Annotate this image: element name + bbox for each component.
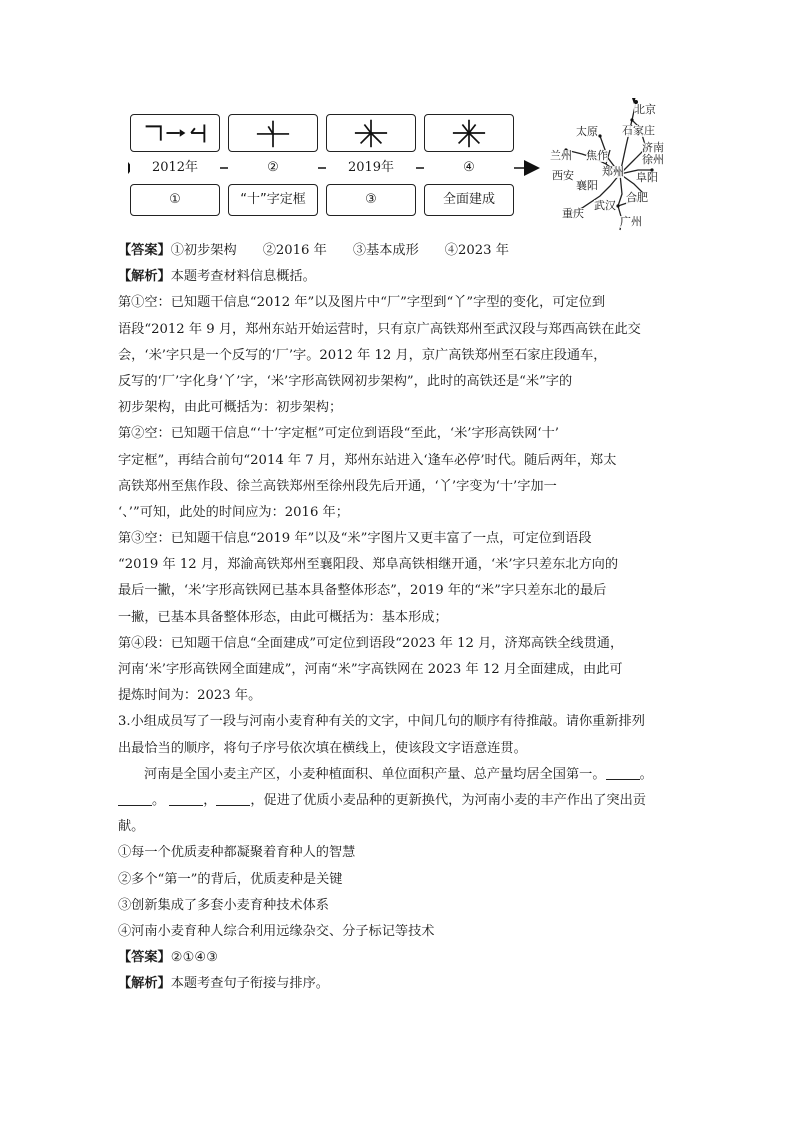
paragraph-text: 河南是全国小麦主产区，小麦种植面积、单位面积产量、总产量均居全国第一。 bbox=[144, 766, 606, 782]
option-item: ③创新集成了多套小麦育种技术体系 bbox=[118, 897, 329, 913]
answer-line-1 bbox=[118, 238, 690, 264]
analysis-line: 第④段：已知题干信息“全面建成”可定位到语段“2023 年 12 月，济郑高铁全线贯通， bbox=[118, 635, 624, 651]
city-beijing: 北京 bbox=[634, 103, 656, 116]
analysis-line: 初步架构，由此可概括为：初步架构； bbox=[118, 400, 343, 416]
shape-box-mi-partial bbox=[326, 114, 416, 152]
city-zhengzhou: 郑州 bbox=[602, 165, 624, 178]
city-fuyang: 阜阳 bbox=[636, 171, 658, 184]
stage-box-4: 全面建成 bbox=[424, 184, 514, 216]
city-jiaozuo: 焦作 bbox=[586, 149, 608, 162]
option-item: ①每一个优质麦种都凝聚着育种人的智慧 bbox=[118, 845, 356, 861]
answer-blank[interactable] bbox=[169, 791, 203, 806]
analysis-line: 提炼时间为：2023 年。 bbox=[118, 688, 262, 704]
answer-blank[interactable] bbox=[216, 791, 250, 806]
stage-box-3: ③ bbox=[326, 184, 416, 216]
question-stem-line: 出最恰当的顺序，将句子序号依次填在横线上，使该段文字语意连贯。 bbox=[118, 740, 527, 756]
reversed-chang-shape-icon bbox=[131, 115, 219, 151]
answer-label: 【答案】 bbox=[118, 950, 171, 966]
analysis-line: 第③空：已知题干信息“2019 年”以及“米”字图片又更丰富了一点，可定位到语段 bbox=[118, 531, 592, 547]
answer-blank[interactable] bbox=[118, 791, 152, 806]
analysis-line: 反写的‘厂’字化身‘丫’字，‘米’字形高铁网初步架构”，此时的高铁还是“米”字的 bbox=[118, 373, 573, 389]
option-item: ②多个“第一”的背后，优质麦种是关键 bbox=[118, 871, 343, 887]
shape-box-mi-full bbox=[424, 114, 514, 152]
answer-item-2: ②2016 年 bbox=[262, 243, 327, 258]
paragraph-text: ，促进了优质小麦品种的更新换代，为河南小麦的丰产作出了突出贡 bbox=[250, 792, 646, 808]
analysis-line: 第②空：已知题干信息“‘十’字定框”可定位到语段“至此，‘米’字形高铁网‘十’ bbox=[118, 426, 559, 442]
mi-partial-shape-icon bbox=[327, 115, 415, 151]
answer-blank[interactable] bbox=[606, 765, 640, 780]
analysis-line: ‘、’”可知，此处的时间应为：2016 年； bbox=[118, 504, 349, 520]
stage-box-1: ① bbox=[130, 184, 220, 216]
option-item: ④河南小麦育种人综合利用远缘杂交、分子标记等技术 bbox=[118, 923, 435, 939]
timeline-label-4: ④ bbox=[424, 160, 514, 176]
shape-box-shi-cross bbox=[228, 114, 318, 152]
question-paragraph-line-1: 河南是全国小麦主产区，小麦种植面积、单位面积产量、总产量均居全国第一。 。 bbox=[144, 766, 653, 782]
city-xian: 西安 bbox=[552, 169, 574, 182]
analysis-line: 第①空：已知题干信息“2012 年”以及图片中“厂”字型到“丫”字型的变化，可定位到 bbox=[118, 295, 606, 311]
shi-cross-shape-icon bbox=[229, 115, 317, 151]
analysis-line: 河南‘米’字形高铁网全面建成”，河南“米”字高铁网在 2023 年 12 月全面建成，由此可 bbox=[118, 662, 623, 677]
railway-map bbox=[548, 98, 676, 232]
city-xiangyang: 襄阳 bbox=[576, 179, 598, 192]
shape-box-reversed-chang bbox=[130, 114, 220, 152]
question-paragraph-line-3: 献。 bbox=[118, 819, 145, 835]
city-shijiazhuang: 石家庄 bbox=[622, 124, 655, 137]
answer-line-2 bbox=[118, 945, 690, 971]
timeline-label-2: ② bbox=[228, 160, 318, 176]
analysis-text: 本题考查句子衔接与排序。 bbox=[170, 976, 329, 992]
city-hefei: 合肥 bbox=[626, 191, 648, 204]
analysis-line: 最后一撇，‘米’字形高铁网已基本具备整体形态”，2019 年的“米”字只差东北的最后 bbox=[118, 583, 607, 599]
timeline-label-3: 2019年 bbox=[326, 160, 416, 176]
analysis-line: “2019 年 12 月，郑渝高铁郑州至襄阳段、郑阜高铁相继开通，‘米’字只差东北方向的 bbox=[118, 557, 619, 573]
analysis-line: 语段“2012 年 9 月，郑州东站开始运营时，只有京广高铁郑州至武汉段与郑西高铁在此交 bbox=[118, 321, 641, 337]
mi-full-shape-icon bbox=[425, 115, 513, 151]
analysis-line-2 bbox=[118, 971, 690, 997]
answer-text-block bbox=[118, 238, 690, 997]
answer-label: 【答案】 bbox=[118, 243, 171, 258]
railway-evolution-diagram bbox=[128, 112, 540, 218]
stage-box-2: “十”字定框 bbox=[228, 184, 318, 216]
city-chongqing: 重庆 bbox=[562, 207, 584, 220]
timeline-label-1: 2012年 bbox=[130, 160, 220, 176]
answer-item-3: ③基本成形 bbox=[352, 243, 419, 258]
analysis-label: 【解析】 bbox=[118, 976, 171, 992]
city-guangzhou: 广州 bbox=[620, 215, 642, 228]
city-jinan: 济南 bbox=[642, 141, 664, 154]
question-paragraph-line-2: 。 ， ，促进了优质小麦品种的更新换代，为河南小麦的丰产作出了突出贡 bbox=[118, 788, 690, 814]
analysis-line bbox=[118, 264, 690, 290]
city-taiyuan: 太原 bbox=[576, 125, 598, 138]
answer-item-1: ①初步架构 bbox=[170, 243, 237, 258]
answer-item-4: ④2023 年 bbox=[444, 243, 509, 258]
analysis-line: 字定框”，再结合前句“2014 年 7 月，郑州东站进入‘逢车必停’时代。随后两年，郑太 bbox=[118, 452, 617, 468]
analysis-text: 本题考查材料信息概括。 bbox=[170, 269, 316, 285]
city-wuhan: 武汉 bbox=[594, 199, 616, 212]
analysis-line: 一撇，已基本具备整体形态，由此可概括为：基本形成； bbox=[118, 609, 448, 625]
city-xuzhou: 徐州 bbox=[642, 153, 664, 166]
analysis-line: 会，‘米’字只是一个反写的‘厂’字。2012 年 12 月，京广高铁郑州至石家庄段通车， bbox=[118, 347, 607, 363]
question-stem-line: 3.小组成员写了一段与河南小麦育种有关的文字，中间几句的顺序有待推敲。请你重新排列 bbox=[118, 714, 645, 730]
city-lanzhou: 兰州 bbox=[550, 149, 572, 162]
answer-value: ②①④③ bbox=[170, 950, 219, 966]
analysis-label: 【解析】 bbox=[118, 269, 171, 285]
analysis-line: 高铁郑州至焦作段、徐兰高铁郑州至徐州段先后开通，‘丫’字变为‘十’字加一 bbox=[118, 478, 557, 494]
